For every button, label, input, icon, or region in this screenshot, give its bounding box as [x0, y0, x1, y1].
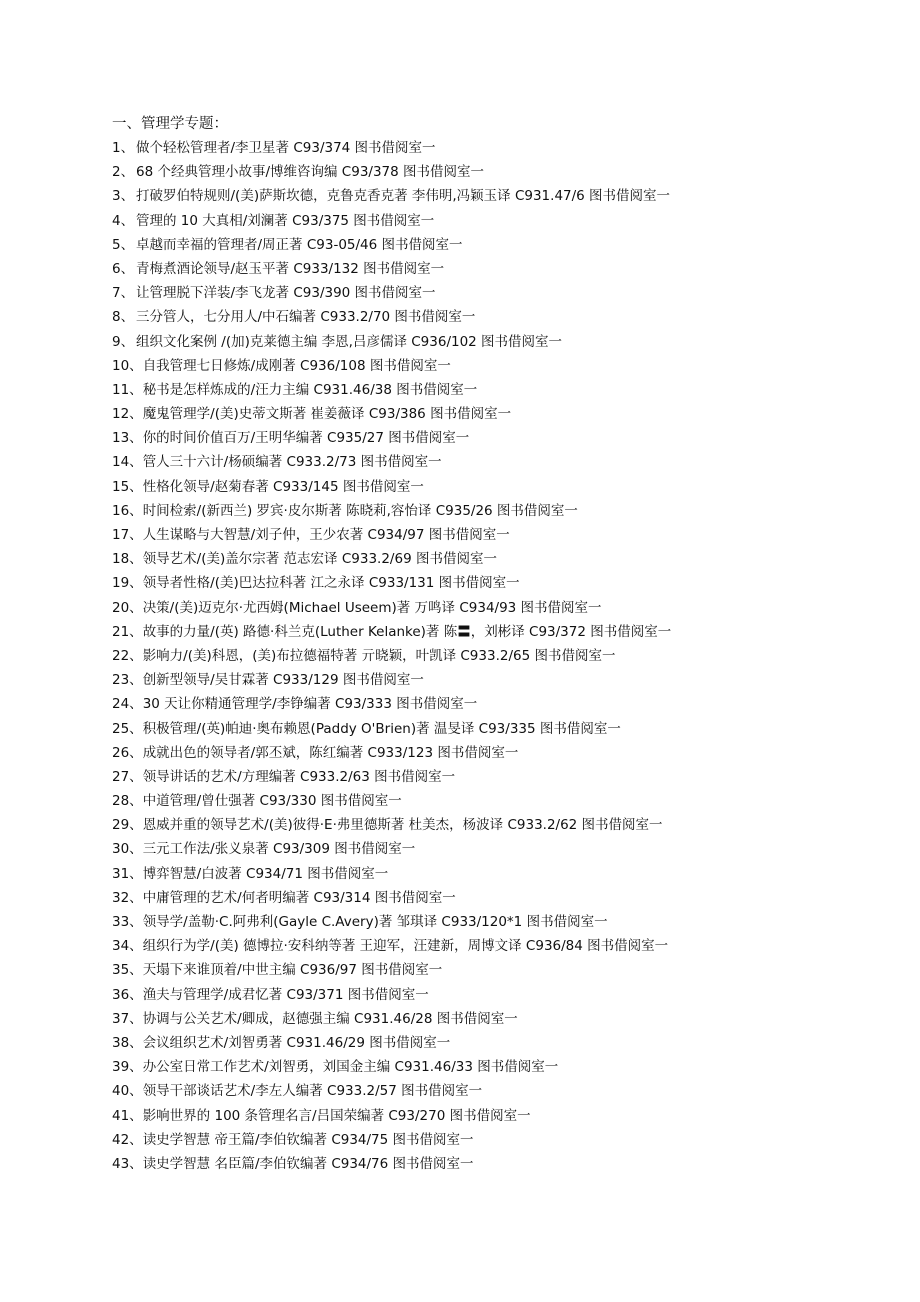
list-item-text: 博弈智慧/白波著 C934/71 图书借阅室一: [142, 865, 389, 882]
list-item-number: 8、: [112, 309, 135, 326]
list-item-text: 打破罗伯特规则/(美)萨斯坎德，克鲁克香克著 李伟明,冯颖玉译 C931.47/6 图书借阅室一: [136, 188, 671, 205]
list-item-number: 1、: [112, 140, 135, 156]
list-item-number: 39、: [112, 1059, 143, 1076]
list-item-text: 会议组织艺术/刘智勇著 C931.46/29 图书借阅室一: [142, 1034, 451, 1051]
list-item-text: 你的时间价值百万/王明华编著 C935/27 图书借阅室一: [142, 430, 470, 447]
list-item-number: 37、: [112, 1010, 143, 1027]
list-item-text: 办公室日常工作艺术/刘智勇，刘国金主编 C931.46/33 图书借阅室一: [142, 1059, 559, 1076]
list-item-text: 做个轻松管理者/李卫星著 C93/374 图书借阅室一: [136, 140, 436, 156]
document-content: [112, 112, 892, 1176]
list-item-number: 12、: [112, 406, 143, 423]
list-item: [112, 1031, 892, 1055]
list-item-number: 42、: [112, 1131, 143, 1148]
list-item: [112, 305, 892, 329]
list-item: [112, 1055, 892, 1079]
list-item-number: 6、: [112, 260, 135, 277]
list-item-number: 31、: [112, 865, 143, 882]
list-item-text: 人生谋略与大智慧/刘子仲，王少农著 C934/97 图书借阅室一: [142, 527, 510, 543]
list-item-text: 成就出色的领导者/郭丕斌，陈红编著 C933/123 图书借阅室一: [142, 744, 519, 761]
list-item-text: 30 天让你精通管理学/李铮编著 C93/333 图书借阅室一: [142, 696, 478, 713]
list-item-text: 读史学智慧 名臣篇/李伯钦编著 C934/76 图书借阅室一: [142, 1155, 474, 1172]
list-item-number: 33、: [112, 914, 143, 930]
list-item-text: 领导艺术/(美)盖尔宗著 范志宏译 C933.2/69 图书借阅室一: [142, 551, 497, 568]
list-item: [112, 596, 892, 620]
list-item-text: 协调与公关艺术/卿成，赵德强主编 C931.46/28 图书借阅室一: [142, 1010, 518, 1027]
list-item: [112, 233, 892, 257]
list-item-number: 35、: [112, 962, 143, 979]
list-item: [112, 354, 892, 378]
list-item-number: 36、: [112, 986, 143, 1003]
list-item: [112, 934, 892, 958]
list-item-number: 41、: [112, 1107, 143, 1124]
list-item-text: 管人三十六计/杨硕编著 C933.2/73 图书借阅室一: [142, 454, 442, 471]
list-item-text: 魔鬼管理学/(美)史蒂文斯著 崔姜薇译 C93/386 图书借阅室一: [142, 406, 512, 423]
list-item-text: 中庸管理的艺术/何者明编著 C93/314 图书借阅室一: [142, 889, 456, 906]
list-item: [112, 378, 892, 402]
list-item: [112, 983, 892, 1007]
list-item-number: 28、: [112, 793, 143, 810]
list-item: [112, 1079, 892, 1103]
list-item-number: 22、: [112, 647, 143, 664]
list-item-number: 15、: [112, 478, 143, 495]
list-item-number: 11、: [112, 381, 143, 398]
list-item-number: 17、: [112, 527, 143, 543]
list-item-text: 组织文化案例 /(加)克莱德主编 李恩,吕彦儒译 C936/102 图书借阅室一: [136, 333, 563, 350]
list-item-text: 渔夫与管理学/成君忆著 C93/371 图书借阅室一: [142, 986, 429, 1003]
list-item-number: 4、: [112, 212, 135, 229]
list-item: [112, 1104, 892, 1128]
list-item-text: 青梅煮酒论领导/赵玉平著 C933/132 图书借阅室一: [136, 260, 445, 277]
list-item-text: 读史学智慧 帝王篇/李伯钦编著 C934/75 图书借阅室一: [142, 1131, 474, 1148]
list-item-text: 影响力/(美)科恩，(美)布拉德福特著 亓晓颖，叶凯译 C933.2/65 图书借阅室一: [142, 647, 616, 664]
list-item: [112, 886, 892, 910]
list-item-number: 13、: [112, 430, 143, 447]
list-item: [112, 281, 892, 305]
list-item-number: 27、: [112, 768, 143, 785]
list-item-number: 18、: [112, 551, 143, 568]
list-item-number: 21、: [112, 623, 143, 640]
list-item: [112, 1152, 892, 1176]
book-list: [112, 136, 892, 1176]
list-item: [112, 644, 892, 668]
list-item-text: 领导者性格/(美)巴达拉科著 江之永译 C933/131 图书借阅室一: [142, 575, 520, 592]
list-item-text: 领导学/盖勒·C.阿弗利(Gayle C.Avery)著 邹琪译 C933/120*1 图书借阅室一: [142, 914, 608, 930]
list-item-text: 时间检索/(新西兰) 罗宾·皮尔斯著 陈晓莉,容怡译 C935/26 图书借阅室一: [142, 502, 578, 519]
list-item: [112, 499, 892, 523]
list-item-number: 2、: [112, 164, 135, 181]
list-item: [112, 330, 892, 354]
list-item: [112, 209, 892, 233]
list-item-text: 68 个经典管理小故事/博维咨询编 C93/378 图书借阅室一: [136, 164, 485, 181]
list-item-number: 19、: [112, 575, 143, 592]
list-item-number: 38、: [112, 1034, 143, 1051]
list-item: [112, 1128, 892, 1152]
list-item-text: 领导干部谈话艺术/李左人编著 C933.2/57 图书借阅室一: [142, 1083, 483, 1100]
list-item: [112, 862, 892, 886]
list-item: [112, 958, 892, 982]
section-heading: 一、管理学专题：: [112, 116, 228, 132]
list-item-number: 7、: [112, 285, 135, 302]
list-item-number: 9、: [112, 333, 135, 350]
list-item-number: 26、: [112, 744, 143, 761]
list-item: [112, 426, 892, 450]
list-item: [112, 571, 892, 595]
list-item-text: 影响世界的 100 条管理名言/吕国荣编著 C93/270 图书借阅室一: [142, 1107, 531, 1124]
list-item-text: 让管理脱下洋装/李飞龙著 C93/390 图书借阅室一: [136, 285, 436, 302]
list-item-text: 积极管理/(英)帕迪·奥布赖恩(Paddy O'Brien)著 温旻译 C93/335 图书借阅室一: [142, 720, 621, 737]
list-item: [112, 136, 892, 160]
list-item: [112, 789, 892, 813]
list-item: [112, 765, 892, 789]
list-item-text: 天塌下来谁顶着/中世主编 C936/97 图书借阅室一: [142, 962, 443, 979]
list-item-number: 16、: [112, 502, 143, 519]
list-item-number: 29、: [112, 817, 143, 834]
list-item-number: 34、: [112, 938, 143, 955]
list-item-number: 5、: [112, 236, 135, 253]
list-item-text: 管理的 10 大真相/刘澜著 C93/375 图书借阅室一: [136, 212, 435, 229]
list-item-text: 故事的力量/(英) 路德·科兰克(Luther Kelanke)著 陈〓，刘彬译 C93/372 图书借阅室一: [142, 623, 672, 640]
list-item-number: 23、: [112, 672, 143, 689]
list-item: [112, 547, 892, 571]
list-item-number: 14、: [112, 454, 143, 471]
list-item: [112, 910, 892, 934]
list-item: [112, 1007, 892, 1031]
list-item: [112, 257, 892, 281]
list-item-text: 自我管理七日修炼/成刚著 C936/108 图书借阅室一: [142, 357, 451, 374]
list-item-text: 决策/(美)迈克尔·尤西姆(Michael Useem)著 万鸣译 C934/93 图书借阅室一: [142, 599, 602, 616]
list-item-text: 恩威并重的领导艺术/(美)彼得·E·弗里德斯著 杜美杰，杨波译 C933.2/62 图书借阅室一: [142, 817, 663, 834]
list-item: [112, 717, 892, 741]
list-item: [112, 837, 892, 861]
list-item-number: 3、: [112, 188, 135, 205]
list-item-text: 三元工作法/张义泉著 C93/309 图书借阅室一: [142, 841, 416, 858]
list-item-number: 43、: [112, 1155, 143, 1172]
list-item-text: 性格化领导/赵菊春著 C933/145 图书借阅室一: [142, 478, 424, 495]
list-item-number: 30、: [112, 841, 143, 858]
list-item-text: 中道管理/曾仕强著 C93/330 图书借阅室一: [142, 793, 402, 810]
list-item: [112, 523, 892, 547]
list-item-number: 10、: [112, 357, 143, 374]
list-item-text: 秘书是怎样炼成的/汪力主编 C931.46/38 图书借阅室一: [142, 381, 478, 398]
list-item-text: 三分管人，七分用人/中石编著 C933.2/70 图书借阅室一: [136, 309, 476, 326]
list-item: [112, 160, 892, 184]
list-item: [112, 402, 892, 426]
list-item-text: 组织行为学/(美) 德博拉·安科纳等著 王迎军，汪建新，周博文译 C936/84 图书借阅室一: [142, 938, 669, 955]
list-item: [112, 184, 892, 208]
list-item: [112, 450, 892, 474]
list-item-text: 创新型领导/吴甘霖著 C933/129 图书借阅室一: [142, 672, 424, 689]
list-item: [112, 692, 892, 716]
list-item: [112, 475, 892, 499]
list-item-text: 领导讲话的艺术/方理编著 C933.2/63 图书借阅室一: [142, 768, 456, 785]
list-item-number: 40、: [112, 1083, 143, 1100]
list-item-number: 24、: [112, 696, 143, 713]
list-item: [112, 668, 892, 692]
list-item-number: 32、: [112, 889, 143, 906]
list-item: [112, 741, 892, 765]
list-item: [112, 620, 892, 644]
list-item-number: 25、: [112, 720, 143, 737]
list-item: [112, 813, 892, 837]
list-item-number: 20、: [112, 599, 143, 616]
list-item-text: 卓越而幸福的管理者/周正著 C93-05/46 图书借阅室一: [136, 236, 463, 253]
